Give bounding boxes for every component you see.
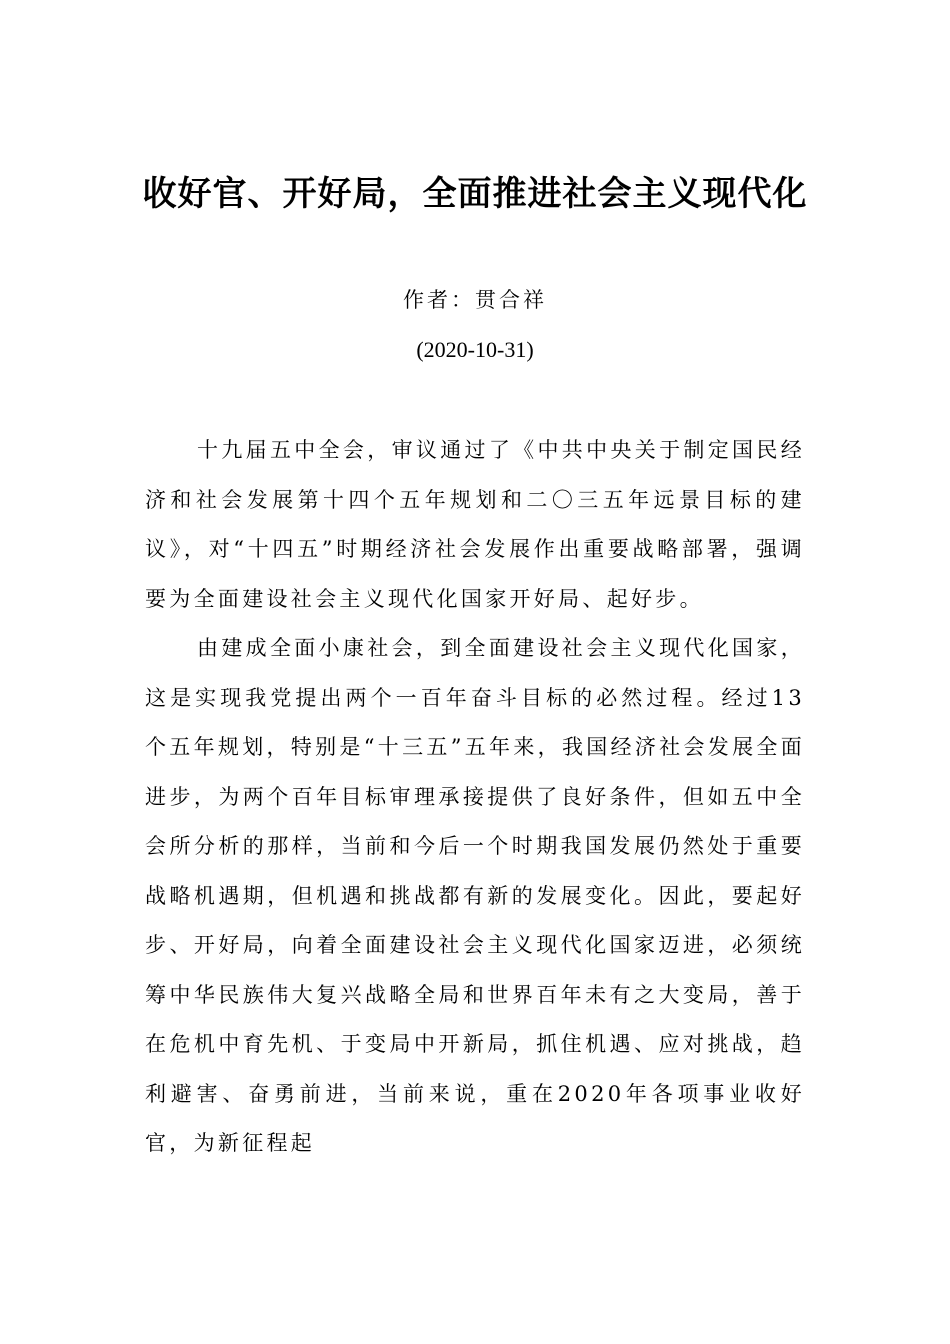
paragraph-1: 十九届五中全会，审议通过了《中共中央关于制定国民经济和社会发展第十四个五年规划和二〇三五年远景目标的建议》，对“十四五”时期经济社会发展作出重要战略部署，强调要为全面建设社会主义现代化国家开好局、起好步。	[145, 438, 805, 611]
document-title: 收好官、开好局，全面推进社会主义现代化	[142, 174, 808, 214]
paragraph-2: 由建成全面小康社会，到全面建设社会主义现代化国家，这是实现我党提出两个一百年奋斗目标的必然过程。经过13个五年规划，特别是“十三五”五年来，我国经济社会发展全面进步，为两个百年目标审理承接提供了良好条件，但如五中全会所分析的那样，当前和今后一个时期我国发展仍然处于重要战略机遇期，但机遇和挑战都有新的发展变化。因此，要起好步、开好局，向着全面建设社会主义现代化国家迈进，必须统筹中华民族伟大复兴战略全局和世界百年未有之大变局，善于在危机中育先机、于变局中开新局，抓住机遇、应对挑战，趋利避害、奋勇前进，当前来说，重在2020年各项事业收好官，为新征程起	[145, 636, 805, 1155]
author-line: 作者：贯合祥	[403, 288, 547, 312]
document-body	[145, 426, 805, 1169]
publish-date: (2020-10-31)	[416, 337, 534, 362]
